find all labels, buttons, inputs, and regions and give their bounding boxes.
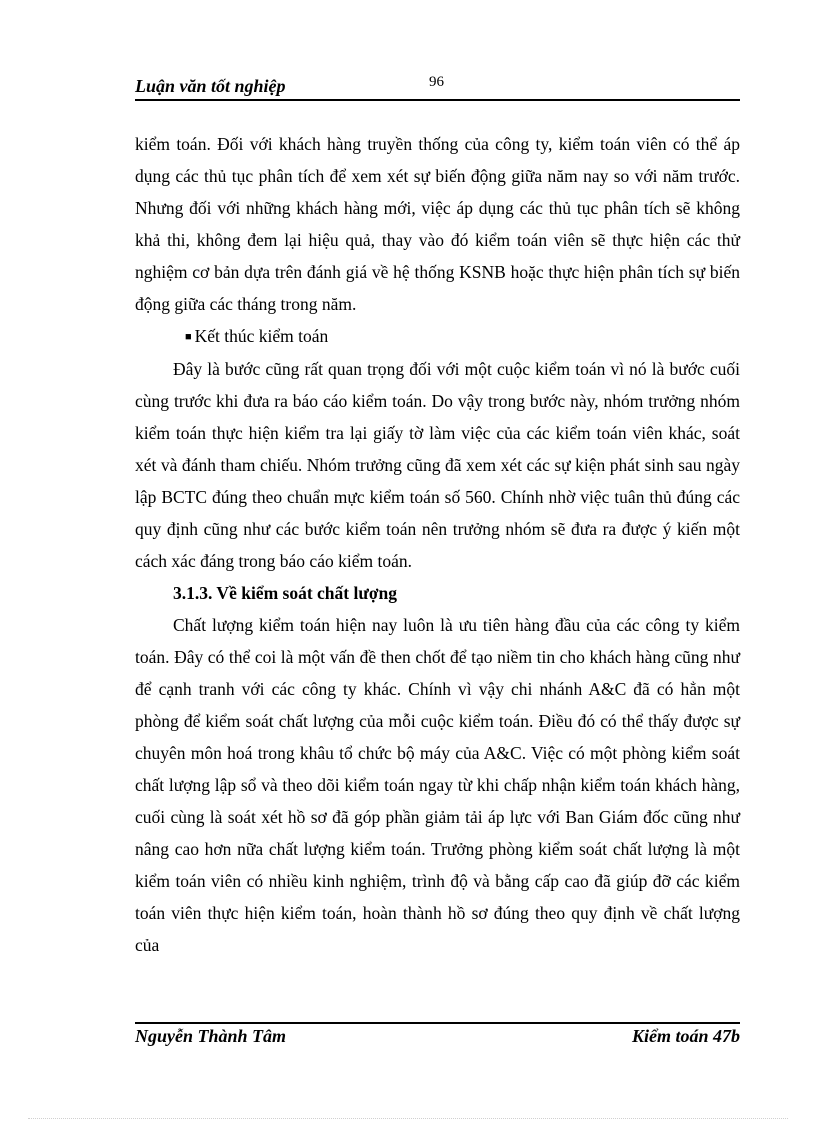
paragraph: kiểm toán. Đối với khách hàng truyền thống của công ty, kiểm toán viên có thể áp dụng các thủ tục phân tích để xem xét sự biến động giữa năm nay so với năm trước. Nhưng đối với những khách hàng mới, việc áp dụng các thủ tục phân tích sẽ không khả thi, không đem lại hiệu quả, thay vào đó kiểm toán viên sẽ thực hiện các thử nghiệm cơ bản dựa trên đánh giá về hệ thống KSNB hoặc thực hiện phân tích sự biến động giữa các tháng trong năm. [135,134,740,314]
body-text [135,128,740,961]
bullet-item [135,320,740,353]
footer-author: Nguyễn Thành Tâm [135,1026,287,1046]
page-header [135,74,740,100]
section-heading: 3.1.3. Về kiểm soát chất lượng [173,583,398,603]
bullet-text: Kết thúc kiểm toán [194,326,329,346]
paragraph: Chất lượng kiểm toán hiện nay luôn là ưu tiên hàng đầu của các công ty kiểm toán. Đây có thể coi là một vấn đề then chốt để tạo niềm tin cho khách hàng cũng như để cạnh tranh với các công ty khác. Chính vì vậy chi nhánh A&C đã có hẳn một phòng để kiểm soát chất lượng của mỗi cuộc kiểm toán. Điều đó có thể thấy được sự chuyên môn hoá trong khâu tổ chức bộ máy của A&C. Việc có một phòng kiểm soát chất lượng lập sổ và theo dõi kiểm toán ngay từ khi chấp nhận kiểm toán khách hàng, cuối cùng là soát xét hồ sơ đã góp phần giảm tải áp lực với Ban Giám đốc cũng như nâng cao hơn nữa chất lượng kiểm toán. Trưởng phòng kiểm soát chất lượng là một kiểm toán viên có nhiều kinh nghiệm, trình độ và bằng cấp cao đã giúp đỡ các kiểm toán viên thực hiện kiểm toán, hoàn thành hồ sơ đúng theo quy định về chất lượng của [135,615,740,955]
page-edge [28,1118,788,1119]
paragraph: Đây là bước cũng rất quan trọng đối với một cuộc kiểm toán vì nó là bước cuối cùng trước khi đưa ra báo cáo kiểm toán. Do vậy trong bước này, nhóm trưởng nhóm kiểm toán thực hiện kiểm tra lại giấy tờ làm việc của các kiểm toán viên khác, soát xét và đánh tham chiếu. Nhóm trưởng cũng đã xem xét các sự kiện phát sinh sau ngày lập BCTC đúng theo chuẩn mực kiểm toán số 560. Chính nhờ việc tuân thủ đúng các quy định cũng như các bước kiểm toán nên trưởng nhóm sẽ đưa ra được ý kiến một cách xác đáng trong báo cáo kiểm toán. [135,359,740,571]
footer-rule [135,1022,740,1024]
header-title: Luận văn tốt nghiệp [135,76,286,96]
bullet-square-icon: ■ [185,331,192,343]
footer-class: Kiểm toán 47b [631,1026,740,1046]
page-footer [135,1026,740,1052]
header-rule [135,99,740,101]
page-number: 96 [429,74,444,90]
